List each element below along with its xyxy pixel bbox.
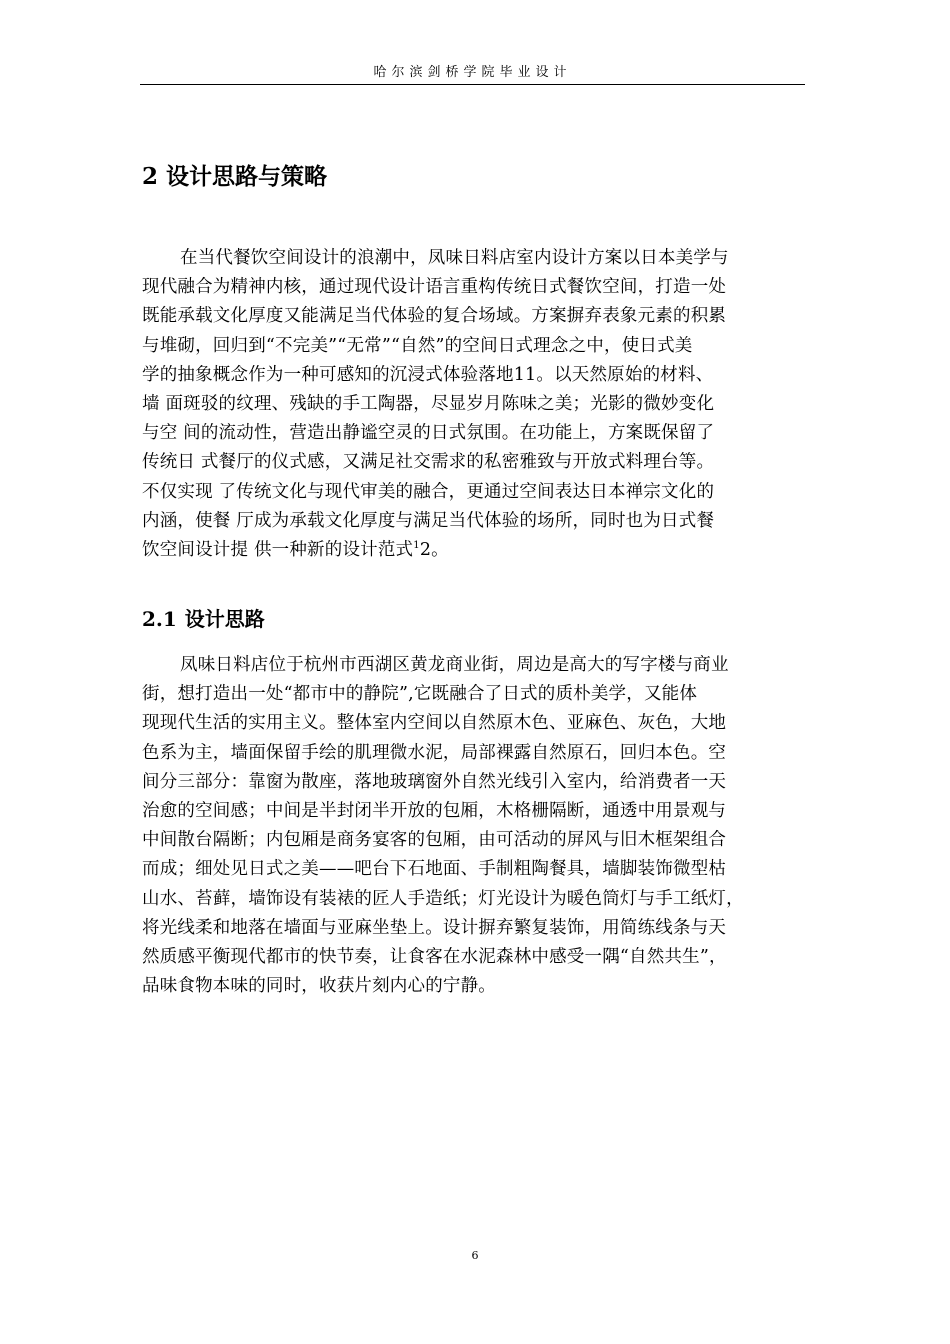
paragraph-line: 在当代餐饮空间设计的浪潮中，凤味日料店室内设计方案以日本美学与: [180, 248, 729, 268]
paragraph-line: 内涵，使餐 厅成为承载文化厚度与满足当代体验的场所，同时也为日式餐: [142, 510, 715, 531]
paragraph-line: 传统日 式餐厅的仪式感，又满足社交需求的私密雅致与开放式料理台等。: [142, 452, 715, 473]
header-divider: [140, 84, 805, 85]
paragraph-line: 既能承载文化厚度又能满足当代体验的复合场域。方案摒弃表象元素的积累: [142, 306, 727, 327]
paragraph-line: 治愈的空间感；中间是半封闭半开放的包厢，木格栅隔断，通透中用景观与: [142, 800, 727, 821]
subsection-heading: [142, 604, 265, 634]
section-paragraph: [142, 244, 729, 565]
subsection-number: 2.1: [142, 607, 177, 631]
paragraph-line-tail: 2。: [419, 539, 449, 560]
paragraph-line-last: [142, 536, 729, 565]
subsection-title: 设计思路: [184, 607, 265, 631]
paragraph-line: 墙 面斑驳的纹理、残缺的手工陶器，尽显岁月陈味之美；光影的微妙变化: [142, 393, 715, 414]
citation-superscript: 1: [413, 540, 420, 552]
paragraph-line: 学的抽象概念作为一种可感知的沉浸式体验落地11。以天然原始的材料、: [142, 364, 714, 385]
paragraph-line: 不仅实现 了传统文化与现代审美的融合，更通过空间表达日本禅宗文化的: [142, 481, 715, 502]
paragraph-line-text: 饮空间设计提 供一种新的设计范式: [142, 539, 414, 560]
paragraph-line: 与堆砌，回归到“不完美”“无常”“自然”的空间日式理念之中，使日式美: [142, 335, 693, 356]
paragraph-line: 山水、苔藓，墙饰设有装裱的匠人手造纸；灯光设计为暖色筒灯与手工纸灯，: [142, 888, 744, 909]
paragraph-line: 与空 间的流动性，营造出静谧空灵的日式氛围。在功能上，方案既保留了: [142, 423, 715, 444]
section-title: 设计思路与策略: [166, 163, 328, 190]
paragraph-line: 然质感平衡现代都市的快节奏，让食客在水泥森林中感受一隅“自然共生”，: [142, 946, 727, 967]
paragraph-line: 将光线柔和地落在墙面与亚麻坐垫上。设计摒弃繁复装饰，用简练线条与天: [142, 917, 727, 938]
page-number: 6: [471, 1249, 479, 1262]
section-number: 2: [142, 163, 159, 190]
paragraph-line: 现代融合为精神内核，通过现代设计语言重构传统日式餐饮空间，打造一处: [142, 277, 727, 298]
page-header: 哈尔滨剑桥学院毕业设计: [373, 65, 572, 80]
paragraph-line: 间分三部分：靠窗为散座，落地玻璃窗外自然光线引入室内，给消费者一天: [142, 771, 727, 792]
paragraph-line: 现现代生活的实用主义。整体室内空间以自然原木色、亚麻色、灰色，大地: [142, 713, 727, 734]
paragraph-line: 中间散台隔断；内包厢是商务宴客的包厢，由可活动的屏风与旧木框架组合: [142, 830, 727, 851]
section-heading: [142, 160, 327, 194]
paragraph-line: 品味食物本味的同时，收获片刻内心的宁静。: [142, 976, 496, 997]
paragraph-line: 色系为主，墙面保留手绘的肌理微水泥，局部裸露自然原石，回归本色。空: [142, 742, 727, 763]
paragraph-line: 而成；细处见日式之美——吧台下石地面、手制粗陶餐具，墙脚装饰微型枯: [142, 859, 727, 880]
subsection-paragraph: [142, 651, 744, 1001]
paragraph-line: 街，想打造出一处“都市中的静院”,它既融合了日式的质朴美学，又能体: [142, 684, 698, 705]
paragraph-line: 凤味日料店位于杭州市西湖区黄龙商业街，周边是高大的写字楼与商业: [180, 655, 729, 675]
